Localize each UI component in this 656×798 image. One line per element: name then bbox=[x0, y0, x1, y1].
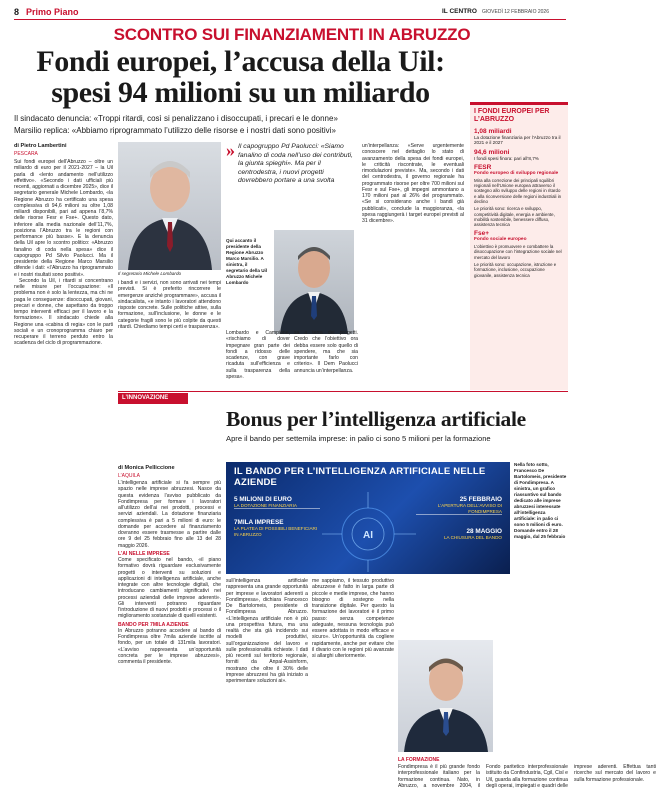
page-header bbox=[14, 6, 566, 20]
section-name: Primo Piano bbox=[26, 7, 79, 17]
sidebar-fondi-europei bbox=[470, 102, 568, 390]
fesr-point-2: Le priorità sono: ricerca e sviluppo, competitività digitale, energia e ambiente, mobilità sostenibile, benessere diffuso, assistenza tecnica bbox=[474, 206, 555, 228]
article-1-col-2: i bandi e i servizi, non sono arrivati nei tempi previsti. Si è preferito rincorrere le emergenze anziché programmare», accusa il sindacalista, «e intanto i lavoratori attendono risposte concrete. Sulle politiche attive, sulla formazione, sull’inclusione, le donne e le categorie fragili sono le più colpite da questi ritardi. Chiediamo tempi certi e trasparenza». bbox=[118, 280, 221, 330]
issue-date: GIOVEDÌ 12 FEBBRAIO 2026 bbox=[482, 9, 549, 15]
article-2-col-1 bbox=[118, 480, 221, 790]
stat-28-maggio-label: LA CHIUSURA DEL BANDO bbox=[443, 535, 502, 540]
photo-lombardo bbox=[118, 142, 221, 270]
headline-2: Bonus per l’intelligenza artificiale bbox=[226, 407, 526, 431]
article-2-col-3: me sappiamo, il tessuto produttivo abruzzese è fatto in larga parte di piccole e medie imprese, che hanno bisogno di sostegno nella transizione digitale. Per questo la formazione dei lavoratori è il primo passo: senza competenze adeguate, nessuna tecnologia può essere adottata in modo efficace e sicuro». Un’opportunità da cogliere rapidamente, anche per evitare che il divario con le regioni più avanzate si allarghi ulteriormente. bbox=[312, 578, 394, 659]
photo-2-caption: Qui accanto il presidente della Regione Abruzzo Marco Marsilio. A sinistra, il segretario della Uil Abruzzo Michele Lombardo bbox=[226, 238, 268, 285]
portrait-illustration-2 bbox=[274, 230, 354, 334]
stat-2-desc: I fondi spesi finora: pari all’8,7% bbox=[474, 155, 539, 161]
article-1-paragraph-1: Sui fondi europei dell’Abruzzo – oltre un miliardo di euro per il 2021-2027 – la Uil parla di «lento andamento nell’utilizzo effettivo». «Secondo i dati ufficiali più recenti, aggiornati a dicembre 2025», dice il segretario generale Michele Lombardo, «la Regione Abruzzo ha certificato una spesa complessiva di 94,6 milioni su oltre 1,08 miliardi disponibili, pari ad appena l’8,7% delle risorse Fesr e Fse+. Questo dato, inferiore alla media nazionale dell’11,7%, posiziona l’Abruzzo tra le regioni con performance più basse». E la denuncia della Uil apre lo scontro politico: «Abruzzo fanalino di coda nella spesa» dice il capogruppo Pd Silvio Paolucci. Ma il presidente della Regione Marco Marsilio difende i dati: «l’Abruzzo ha riprogrammato e i nostri risultati sono positivi». bbox=[14, 159, 113, 278]
article-1-col-5: un’interpellanza: «Serve urgentemente conoscere nel dettaglio lo stato di avanzamento della spesa dei fondi europei, le criticità riscontrate, le eventuali rimodulazioni previste». Ma, secondo i dati del centrodestra, il governo regionale ha programmato risorse per oltre 700 milioni sul Fesr e sul Fse+, gli impegni ammontano a 170 milioni pari al 26% del programmato. «Se si considerano anche i bandi già pubblicati», conclude la maggioranza, «la spesa raggiungerà i target europei previsti al 31 dicembre». bbox=[362, 143, 464, 224]
dateline-article-2: L’AQUILA bbox=[118, 473, 140, 479]
sidebar-fse bbox=[474, 230, 564, 277]
stat-5-milioni-label: LA DOTAZIONE FINANZIARIA bbox=[234, 503, 297, 508]
fse-label: Fse+ bbox=[474, 230, 489, 238]
subhead-formazione: LA FORMAZIONE bbox=[398, 757, 440, 763]
byline-article-1: di Pietro Lambertini bbox=[14, 143, 67, 149]
article-2-col-2: sull’intelligenza artificiale rappresenta una grande opportunità per imprese e lavoratori aderenti a Fondimpresa», dichiara Francesco De Bartolomeis, presidente di Fondimpresa Abruzzo. «L’intelligenza artificiale non è più una prospettiva futura, ma una realtà che sta già incidendo sui modelli produttivi, sull’organizzazione del lavoro e sulle professionalità richieste. I dati più recenti sul territorio regionale, forniti da Anpal-Assinform, mostrano che oltre il 30% delle imprese abruzzesi ha già iniziato a sperimentare soluzioni ai». bbox=[226, 578, 308, 684]
stat-28-maggio-value: 28 MAGGIO bbox=[466, 528, 502, 535]
portrait-illustration-1 bbox=[118, 142, 221, 270]
fse-desc: Fondo sociale europeo bbox=[474, 237, 527, 243]
photo-de-bartolomeis bbox=[398, 640, 493, 752]
quote-text: Il capogruppo Pd Paolucci: «Siamo fanalino di coda nell’uso dei contributi, la giunta spieghi». Ma per il centrodestra, i nuovi progetti dovrebbero portare a una svolta bbox=[238, 143, 353, 185]
photo-marsilio bbox=[274, 230, 354, 334]
fse-point-2: Le priorità sono: occupazione, istruzione e formazione, inclusione, occupazione giovanile, assistenza tecnica bbox=[474, 261, 557, 278]
portrait-illustration-3 bbox=[398, 640, 493, 752]
article-2-paragraph-2: Come specificato nel bando, «il piano formativo dovrà riguardare esclusivamente progetti o interventi su soluzioni e applicazioni di intelligenza artificiale, anche integrate con altre tecnologie digitali, che introducano cambiamenti significativi nei processi aziendali delle imprese aderenti». Gli interventi potranno riguardare l’introduzione di nuovi prodotti e processi o il miglioramento sostanziale di quelli esistenti. bbox=[118, 557, 221, 620]
fse-point-1: L’obiettivo è promuovere e combattere la disoccupazione con l’integrazione sociale nel mercato del lavoro bbox=[474, 244, 562, 260]
deck-3: Apre il bando per settemila imprese: in palio ci sono 5 milioni per la formazione bbox=[226, 434, 491, 443]
fesr-desc: Fondo europeo di sviluppo regionale bbox=[474, 171, 559, 177]
deck-line-1: Il sindacato denuncia: «Troppi ritardi, così si penalizzano i disoccupati, i precari e le donne» bbox=[14, 114, 338, 123]
sidebar-stat-1 bbox=[474, 128, 564, 146]
article-2-paragraph-1: L’intelligenza artificiale si fa sempre più spazio nelle imprese abruzzesi. Nasce da questa evidenza l’avviso pubblicato da Fondimpresa per formare i lavoratori all’utilizzo dell’ai nei prodotti, processi e servizi aziendali. La dotazione finanziaria complessiva è pari a 5 milioni di euro: le domande per accedere al finanziamento dovranno essere trasmesse a partire dalle ore 9 del 25 febbraio fino alle 13 del 28 maggio 2026. bbox=[118, 480, 221, 549]
stat-28-maggio bbox=[416, 528, 502, 541]
article-1-col-4: sa a terra dei progetti. Credo che l’obiettivo ora debba essere solo quello di spendere, ma che sia importante farlo con criterio». Il Dem Paolucci annuncia un’interpellanza. bbox=[294, 330, 358, 374]
dateline-article-1: PESCARA bbox=[14, 151, 38, 157]
stat-1-value: 1,08 miliardi bbox=[474, 128, 512, 135]
stat-2-value: 94,6 milioni bbox=[474, 148, 510, 156]
fesr-point-1: Mira alla correzione dei principali squilibri regionali nell’Unione europea attraverso il sostegno allo sviluppo delle regioni in ritardo e alla riconversione delle regioni industriali in declino bbox=[474, 177, 562, 204]
article-2-col-4: Fondimpresa è il più grande fondo interprofessionale italiano per la formazione continua. Nato, in Abruzzo, a novembre 2004, il Fondo paritetico interprofessionale istituito da Confindustria, Cgil, Cisl e Uil, guarda alla formazione continua degli operai, impiegati e quadri delle imprese aderenti. Effettua tanti ricerche sul mercato del lavoro e sulla formazione professionale. bbox=[398, 764, 656, 789]
subhead-ai-nelle-imprese: L’AI NELLE IMPRESE bbox=[118, 550, 170, 557]
stat-25-febbraio-value: 25 FEBBRAIO bbox=[459, 496, 502, 503]
page-number: 8 bbox=[14, 7, 20, 17]
pull-quote bbox=[226, 140, 353, 233]
stat-7mila-imprese bbox=[234, 519, 320, 537]
sidebar-stat-2 bbox=[474, 149, 564, 161]
article-2-paragraph-3: In Abruzzo potranno accedere al bando di Fondimpresa oltre 7mila aziende iscritte al fondo, per un totale di 131mila lavoratori. «L’avviso rappresenta un’opportunità concreta per le imprese abruzzesi», commenta il presidente. bbox=[118, 627, 221, 665]
photo-3-caption: Nella foto sotto, Francesco De Bartolomeis, presidente di Fondimpresa. A sinistra, un grafico riassuntivo sul bando dedicato alle imprese abruzzesi interessate all’intelligenza artificiale: in palio ci sono 5 milioni di euro. Domande entro il 28 maggio, dal 25 febbraio bbox=[514, 462, 567, 539]
photo-1-caption: Il segretario Michele Lombardo bbox=[118, 271, 182, 276]
stat-25-febbraio bbox=[416, 496, 502, 515]
article-1-col-3: Lombardo e Campione, «rischiamo di dover impegnare gran parte dei fondi a ridosso delle scadenze, con grave ricaduta sull’efficienza e sulla trasparenza della spesa». bbox=[226, 330, 290, 380]
fesr-label: FESR bbox=[474, 164, 492, 172]
stat-25-febbraio-label: L’APERTURA DELL’AVVISO DI FONDIMPRESA bbox=[437, 503, 502, 514]
subhead-bando-7mila: BANDO PER 7MILA AZIENDE bbox=[118, 621, 189, 628]
kicker: SCONTRO SUI FINANZIAMENTI IN ABRUZZO bbox=[113, 25, 471, 44]
stat-7mila-label: LA PLATEA DI POSSIBILI BENEFICIARI IN ABRUZZO bbox=[234, 526, 318, 537]
article-1-paragraph-2: Secondo la Uil, i ritardi si concentrano nelle misure per l’occupazione: «Il problema non è solo la lentezza, ma chi ne paga le conseguenze: disoccupati, giovani, precari e donne, che aspettano da troppo tempo interventi efficaci per il lavoro e la formazione». Il sindacato chiede alla Regione una «cabina di regia» con le parti sociali e un cronoprogramma chiaro per recuperare il terreno perduto entro la scadenza del ciclo di programmazione. bbox=[14, 277, 113, 347]
section-label-innovazione: L’INNOVAZIONE bbox=[118, 393, 188, 404]
article-1-col-1 bbox=[14, 159, 113, 789]
deck-line-2: Marsilio replica: «Abbiamo riprogrammato l’utilizzo delle risorse e i nostri dati sono positivi» bbox=[14, 126, 336, 135]
stat-5-milioni bbox=[234, 496, 320, 509]
stat-1-desc: La dotazione finanziaria per l’Abruzzo tra il 2021 e il 2027 bbox=[474, 135, 561, 146]
byline-article-2: di Monica Pelliccione bbox=[118, 465, 175, 471]
newspaper-name: IL CENTRO bbox=[442, 8, 477, 15]
quote-mark-icon: » bbox=[226, 140, 235, 160]
infographic-title: IL BANDO PER L’INTELLIGENZA ARTIFICIALE NELLE AZIENDE bbox=[234, 466, 486, 488]
stat-7mila-value: 7MILA IMPRESE bbox=[234, 519, 284, 526]
divider-section-2 bbox=[118, 391, 568, 392]
sidebar-title: I FONDI EUROPEI PER L’ABRUZZO bbox=[474, 108, 550, 123]
circuit-decoration bbox=[226, 462, 510, 574]
ai-bando-infographic bbox=[226, 462, 510, 574]
svg-text:AI: AI bbox=[363, 530, 373, 541]
headline: Fondi europei, l’accusa della Uil: spesi 94 milioni su un miliardo bbox=[36, 45, 445, 109]
sidebar-fesr bbox=[474, 164, 564, 227]
stat-5-milioni-value: 5 MILIONI DI EURO bbox=[234, 496, 292, 503]
